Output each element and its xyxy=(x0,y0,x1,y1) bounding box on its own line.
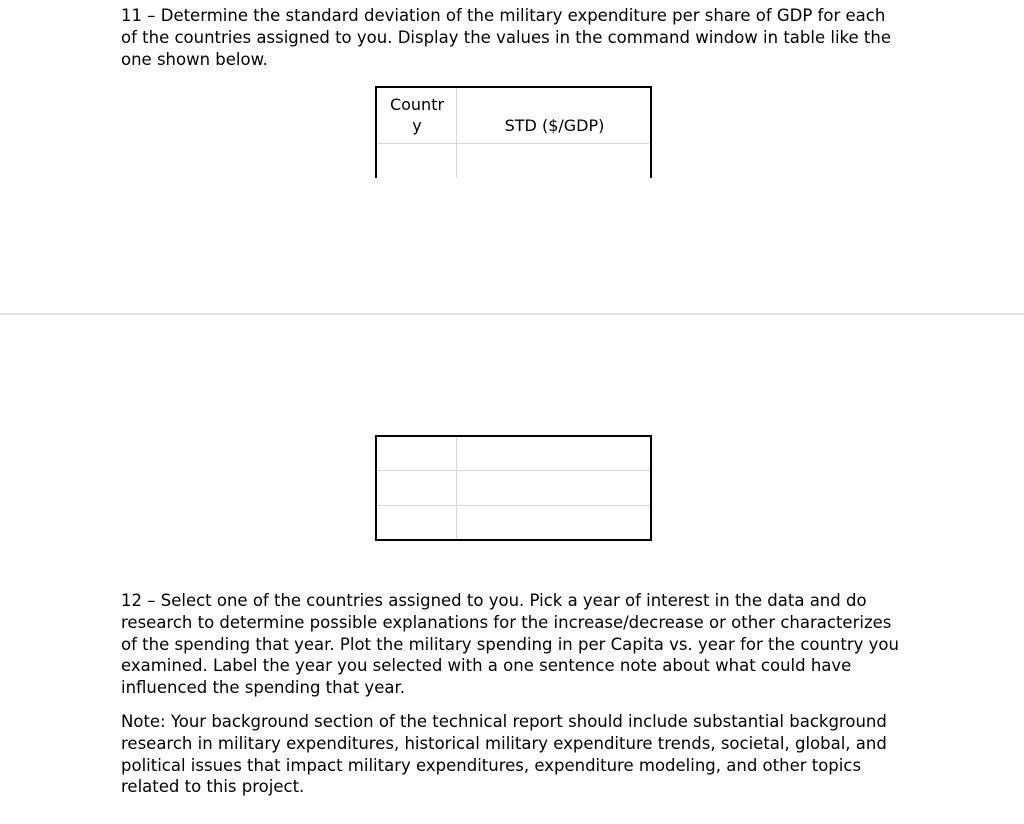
table-column-divider xyxy=(456,437,457,539)
table-row-divider xyxy=(377,470,650,471)
header-country: Countr y xyxy=(389,95,445,135)
note-text: Note: Your background section of the technical report should include substantial background research in military expenditures, historical military expenditure trends, societal, global, and political issues that impact military expenditures, expenditure modeling, and other topics related to this project. xyxy=(121,712,887,797)
header-std: STD ($/GDP) xyxy=(504,116,605,135)
table-row-divider xyxy=(377,143,650,144)
table-row-divider xyxy=(377,505,650,506)
page-break-divider xyxy=(0,313,1024,315)
std-table-bottom xyxy=(375,435,652,541)
question-12-text: 12 – Select one of the countries assigned to you. Pick a year of interest in the data and do research to determine possible explanations for the increase/decrease or other characterizes of the spending that year. Plot the military spending in per Capita vs. year for the country you examined. Label the year you selected with a one sentence note about what could have influenced the spending that year. xyxy=(121,591,899,698)
std-table-top xyxy=(375,86,652,178)
question-11-text: 11 – Determine the standard deviation of the military expenditure per share of GDP for each of the countries assigned to you. Display the values in the command window in table like the one shown below. xyxy=(121,6,891,69)
